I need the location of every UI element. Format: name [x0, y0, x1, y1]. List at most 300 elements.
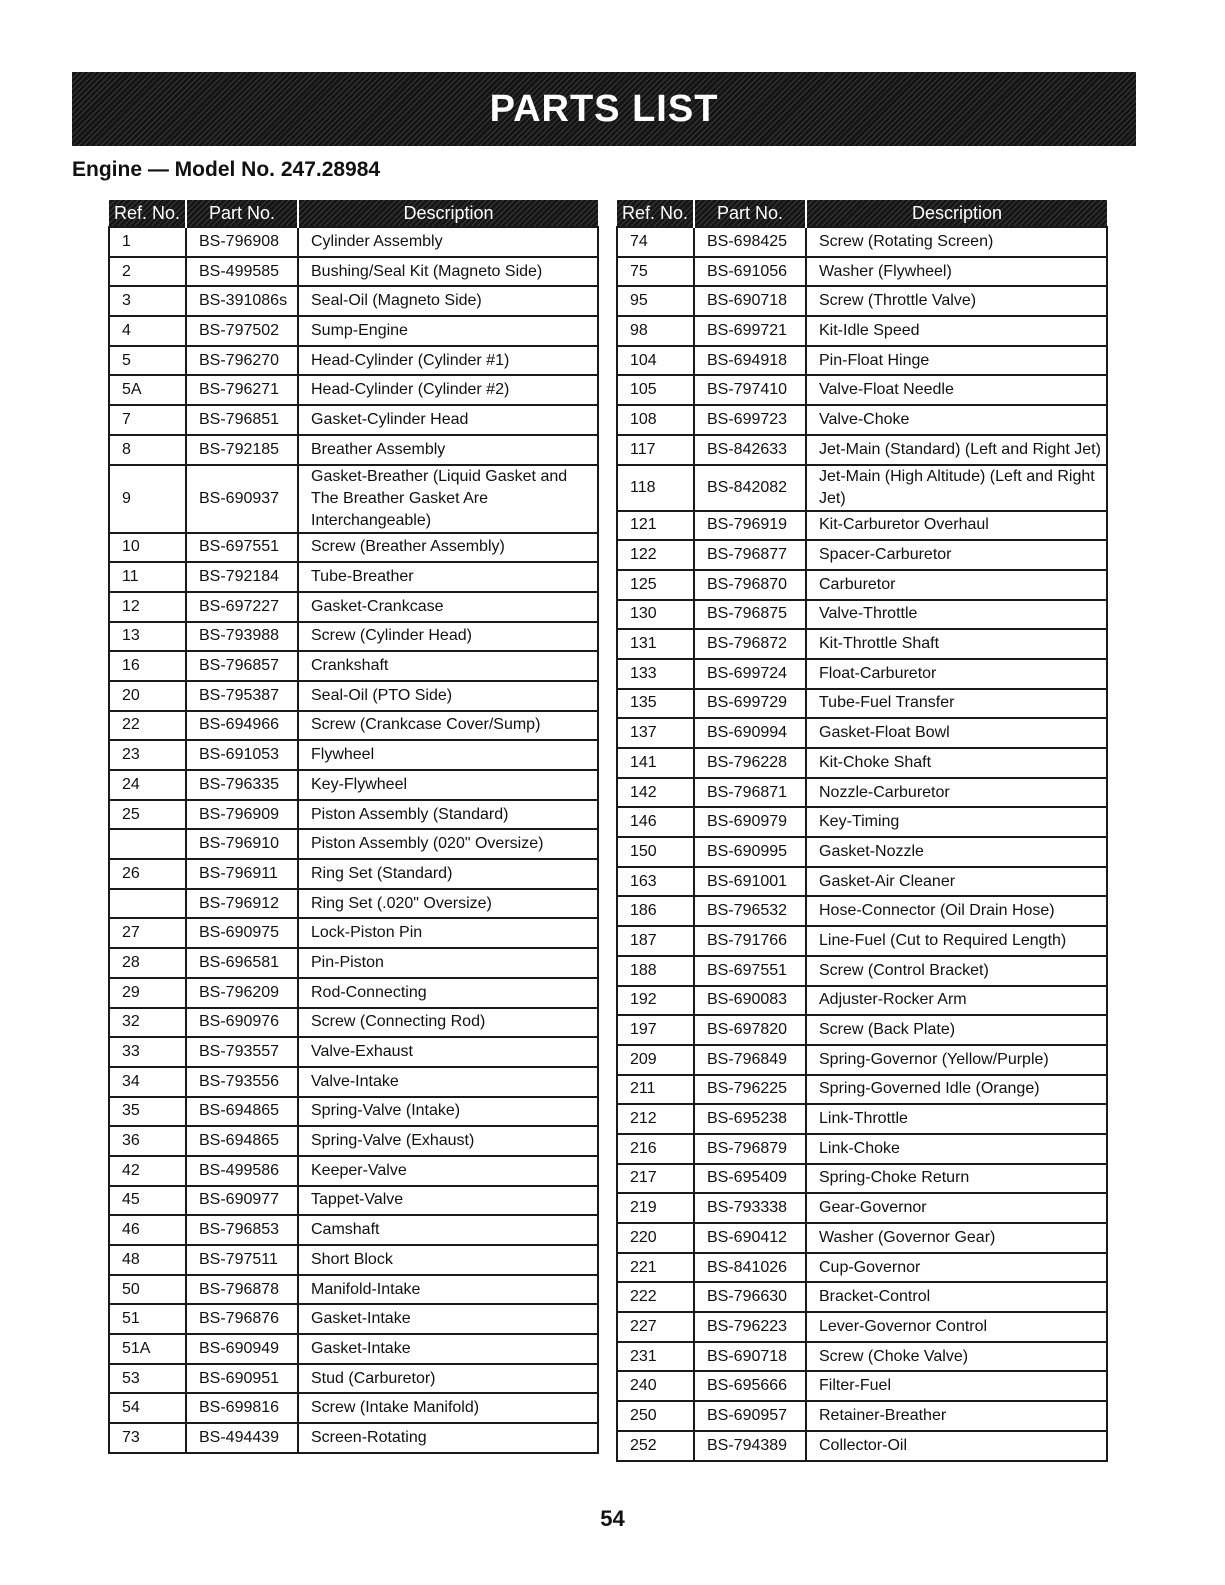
description-cell: Float-Carburetor: [806, 659, 1107, 689]
description-cell: Piston Assembly (020" Oversize): [298, 829, 598, 859]
ref-no-cell: 74: [617, 227, 694, 257]
ref-no-cell: 222: [617, 1282, 694, 1312]
table-row: [109, 1156, 598, 1186]
ref-no-cell: 117: [617, 435, 694, 465]
section-title: Engine — Model No. 247.28984: [72, 158, 381, 181]
part-no-header: Part No.: [186, 200, 298, 227]
table-row: [617, 1134, 1107, 1164]
ref-no-cell: 227: [617, 1312, 694, 1342]
ref-no-cell: 98: [617, 316, 694, 346]
ref-no-cell: [109, 829, 186, 859]
part-no-cell: BS-796225: [694, 1075, 806, 1105]
table-row: [617, 1015, 1107, 1045]
ref-no-cell: [109, 889, 186, 919]
ref-no-cell: 217: [617, 1164, 694, 1194]
description-cell: Screw (Crankcase Cover/Sump): [298, 711, 598, 741]
table-row: [109, 948, 598, 978]
part-no-cell: BS-499585: [186, 257, 298, 287]
description-cell: Piston Assembly (Standard): [298, 800, 598, 830]
part-no-cell: BS-796908: [186, 227, 298, 257]
table-row: [617, 1342, 1107, 1372]
table-row: [109, 1334, 598, 1364]
description-cell: Screw (Connecting Rod): [298, 1008, 598, 1038]
description-cell: Hose-Connector (Oil Drain Hose): [806, 896, 1107, 926]
ref-no-cell: 2: [109, 257, 186, 287]
description-cell: Gear-Governor: [806, 1193, 1107, 1223]
ref-no-cell: 188: [617, 956, 694, 986]
table-row: [109, 740, 598, 770]
description-cell: Kit-Throttle Shaft: [806, 629, 1107, 659]
ref-no-cell: 130: [617, 600, 694, 630]
table-row: [109, 1275, 598, 1305]
description-cell: Screen-Rotating: [298, 1423, 598, 1453]
description-cell: Ring Set (Standard): [298, 859, 598, 889]
description-cell: Line-Fuel (Cut to Required Length): [806, 926, 1107, 956]
part-no-cell: BS-796879: [694, 1134, 806, 1164]
description-cell: Valve-Throttle: [806, 600, 1107, 630]
part-no-cell: BS-695409: [694, 1164, 806, 1194]
ref-no-cell: 5A: [109, 375, 186, 405]
part-no-cell: BS-694966: [186, 711, 298, 741]
ref-no-cell: 211: [617, 1075, 694, 1105]
table-row: [109, 592, 598, 622]
description-cell: Screw (Intake Manifold): [298, 1393, 598, 1423]
part-no-cell: BS-697820: [694, 1015, 806, 1045]
description-cell: Spring-Choke Return: [806, 1164, 1107, 1194]
ref-no-cell: 54: [109, 1393, 186, 1423]
description-cell: Tube-Breather: [298, 562, 598, 592]
description-cell: Manifold-Intake: [298, 1275, 598, 1305]
ref-no-cell: 36: [109, 1126, 186, 1156]
ref-no-cell: 11: [109, 562, 186, 592]
description-cell: Screw (Choke Valve): [806, 1342, 1107, 1372]
part-no-cell: BS-796878: [186, 1275, 298, 1305]
table-row: [617, 570, 1107, 600]
table-row: [617, 718, 1107, 748]
part-no-cell: BS-797511: [186, 1245, 298, 1275]
part-no-cell: BS-690412: [694, 1223, 806, 1253]
part-no-cell: BS-842082: [694, 465, 806, 511]
table-row: [617, 1253, 1107, 1283]
ref-no-cell: 197: [617, 1015, 694, 1045]
part-no-cell: BS-796270: [186, 346, 298, 376]
part-no-cell: BS-796870: [694, 570, 806, 600]
ref-no-cell: 122: [617, 540, 694, 570]
description-cell: Pin-Float Hinge: [806, 346, 1107, 376]
ref-no-cell: 133: [617, 659, 694, 689]
table-row: [109, 889, 598, 919]
description-cell: Gasket-Nozzle: [806, 837, 1107, 867]
part-no-cell: BS-499586: [186, 1156, 298, 1186]
description-cell: Kit-Idle Speed: [806, 316, 1107, 346]
description-cell: Screw (Back Plate): [806, 1015, 1107, 1045]
description-cell: Gasket-Air Cleaner: [806, 867, 1107, 897]
part-no-cell: BS-699723: [694, 405, 806, 435]
parts-table-right: [616, 200, 1108, 1462]
ref-no-cell: 5: [109, 346, 186, 376]
ref-no-cell: 12: [109, 592, 186, 622]
ref-no-cell: 231: [617, 1342, 694, 1372]
description-cell: Spring-Governed Idle (Orange): [806, 1075, 1107, 1105]
description-cell: Spring-Valve (Exhaust): [298, 1126, 598, 1156]
table-row: [109, 1423, 598, 1453]
table-row: [109, 1037, 598, 1067]
part-no-cell: BS-797410: [694, 375, 806, 405]
ref-no-cell: 95: [617, 286, 694, 316]
description-cell: Washer (Governor Gear): [806, 1223, 1107, 1253]
part-no-cell: BS-690979: [694, 807, 806, 837]
description-cell: Gasket-Crankcase: [298, 592, 598, 622]
ref-no-cell: 35: [109, 1097, 186, 1127]
table-row: [109, 1097, 598, 1127]
part-no-cell: BS-697551: [694, 956, 806, 986]
ref-no-header: Ref. No.: [109, 200, 186, 227]
ref-no-cell: 34: [109, 1067, 186, 1097]
part-no-cell: BS-793556: [186, 1067, 298, 1097]
part-no-cell: BS-699721: [694, 316, 806, 346]
description-cell: Jet-Main (High Altitude) (Left and Right Jet): [806, 465, 1107, 511]
ref-no-cell: 7: [109, 405, 186, 435]
description-cell: Ring Set (.020" Oversize): [298, 889, 598, 919]
part-no-cell: BS-690937: [186, 465, 298, 533]
table-row: [617, 346, 1107, 376]
ref-no-cell: 150: [617, 837, 694, 867]
description-cell: Gasket-Breather (Liquid Gasket and The Breather Gasket Are Interchangeable): [298, 465, 598, 533]
ref-no-cell: 51: [109, 1304, 186, 1334]
table-header-row: [617, 200, 1107, 227]
ref-no-cell: 125: [617, 570, 694, 600]
table-row: [109, 1393, 598, 1423]
table-row: [617, 1431, 1107, 1461]
part-no-cell: BS-796912: [186, 889, 298, 919]
part-no-cell: BS-690994: [694, 718, 806, 748]
part-no-cell: BS-699729: [694, 689, 806, 719]
table-row: [109, 1245, 598, 1275]
table-row: [617, 511, 1107, 541]
description-header: Description: [298, 200, 598, 227]
ref-no-cell: 187: [617, 926, 694, 956]
table-row: [109, 1304, 598, 1334]
banner-title: PARTS LIST: [489, 87, 719, 130]
ref-no-cell: 146: [617, 807, 694, 837]
parts-list-banner: [72, 72, 1136, 146]
part-no-cell: BS-793988: [186, 622, 298, 652]
table-row: [109, 227, 598, 257]
ref-no-cell: 26: [109, 859, 186, 889]
ref-no-cell: 10: [109, 533, 186, 563]
part-no-cell: BS-796909: [186, 800, 298, 830]
description-cell: Head-Cylinder (Cylinder #1): [298, 346, 598, 376]
table-row: [617, 778, 1107, 808]
description-cell: Tube-Fuel Transfer: [806, 689, 1107, 719]
ref-no-cell: 216: [617, 1134, 694, 1164]
table-row: [109, 1186, 598, 1216]
ref-no-cell: 131: [617, 629, 694, 659]
table-row: [617, 1401, 1107, 1431]
table-row: [109, 562, 598, 592]
description-cell: Washer (Flywheel): [806, 257, 1107, 287]
table-row: [109, 346, 598, 376]
part-no-cell: BS-796919: [694, 511, 806, 541]
description-cell: Gasket-Cylinder Head: [298, 405, 598, 435]
table-row: [109, 1215, 598, 1245]
table-row: [109, 681, 598, 711]
description-cell: Valve-Float Needle: [806, 375, 1107, 405]
table-row: [109, 800, 598, 830]
ref-no-cell: 22: [109, 711, 186, 741]
table-row: [617, 1164, 1107, 1194]
table-row: [109, 375, 598, 405]
table-row: [109, 651, 598, 681]
part-no-cell: BS-796876: [186, 1304, 298, 1334]
part-no-cell: BS-695666: [694, 1371, 806, 1401]
part-no-cell: BS-690995: [694, 837, 806, 867]
description-cell: Nozzle-Carburetor: [806, 778, 1107, 808]
ref-no-cell: 29: [109, 978, 186, 1008]
ref-no-cell: 16: [109, 651, 186, 681]
part-no-cell: BS-690957: [694, 1401, 806, 1431]
description-cell: Valve-Choke: [806, 405, 1107, 435]
ref-no-cell: 105: [617, 375, 694, 405]
table-row: [617, 316, 1107, 346]
part-no-cell: BS-793557: [186, 1037, 298, 1067]
table-row: [109, 465, 598, 533]
part-no-cell: BS-690951: [186, 1364, 298, 1394]
part-no-cell: BS-796851: [186, 405, 298, 435]
ref-no-cell: 221: [617, 1253, 694, 1283]
description-cell: Flywheel: [298, 740, 598, 770]
table-row: [617, 807, 1107, 837]
table-row: [109, 859, 598, 889]
ref-no-header: Ref. No.: [617, 200, 694, 227]
part-no-cell: BS-694918: [694, 346, 806, 376]
table-row: [109, 257, 598, 287]
part-no-cell: BS-841026: [694, 1253, 806, 1283]
description-cell: Crankshaft: [298, 651, 598, 681]
table-row: [617, 375, 1107, 405]
part-no-cell: BS-795387: [186, 681, 298, 711]
table-row: [617, 837, 1107, 867]
table-row: [617, 1104, 1107, 1134]
description-cell: Screw (Cylinder Head): [298, 622, 598, 652]
part-no-cell: BS-690977: [186, 1186, 298, 1216]
table-row: [109, 1008, 598, 1038]
part-no-cell: BS-691053: [186, 740, 298, 770]
description-header: Description: [806, 200, 1107, 227]
ref-no-cell: 252: [617, 1431, 694, 1461]
table-row: [617, 540, 1107, 570]
part-no-cell: BS-696581: [186, 948, 298, 978]
description-cell: Head-Cylinder (Cylinder #2): [298, 375, 598, 405]
table-row: [617, 689, 1107, 719]
ref-no-cell: 24: [109, 770, 186, 800]
description-cell: Carburetor: [806, 570, 1107, 600]
part-no-cell: BS-796910: [186, 829, 298, 859]
description-cell: Spring-Valve (Intake): [298, 1097, 598, 1127]
description-cell: Spring-Governor (Yellow/Purple): [806, 1045, 1107, 1075]
ref-no-cell: 50: [109, 1275, 186, 1305]
description-cell: Retainer-Breather: [806, 1401, 1107, 1431]
table-row: [617, 629, 1107, 659]
description-cell: Jet-Main (Standard) (Left and Right Jet): [806, 435, 1107, 465]
ref-no-cell: 142: [617, 778, 694, 808]
table-row: [617, 956, 1107, 986]
table-row: [617, 1223, 1107, 1253]
part-no-cell: BS-796853: [186, 1215, 298, 1245]
table-row: [617, 435, 1107, 465]
description-cell: Camshaft: [298, 1215, 598, 1245]
ref-no-cell: 137: [617, 718, 694, 748]
table-row: [109, 978, 598, 1008]
table-row: [617, 867, 1107, 897]
part-no-cell: BS-796223: [694, 1312, 806, 1342]
table-row: [109, 1364, 598, 1394]
ref-no-cell: 46: [109, 1215, 186, 1245]
description-cell: Screw (Throttle Valve): [806, 286, 1107, 316]
part-no-cell: BS-691056: [694, 257, 806, 287]
page-number: 54: [600, 1506, 625, 1531]
part-no-cell: BS-690975: [186, 918, 298, 948]
ref-no-cell: 141: [617, 748, 694, 778]
table-row: [617, 1282, 1107, 1312]
part-no-cell: BS-796871: [694, 778, 806, 808]
part-no-cell: BS-694865: [186, 1126, 298, 1156]
ref-no-cell: 250: [617, 1401, 694, 1431]
part-no-cell: BS-791766: [694, 926, 806, 956]
description-cell: Link-Choke: [806, 1134, 1107, 1164]
table-row: [617, 1312, 1107, 1342]
description-cell: Tappet-Valve: [298, 1186, 598, 1216]
table-row: [617, 926, 1107, 956]
table-row: [109, 1067, 598, 1097]
ref-no-cell: 45: [109, 1186, 186, 1216]
table-row: [109, 918, 598, 948]
part-no-cell: BS-796857: [186, 651, 298, 681]
part-no-cell: BS-690949: [186, 1334, 298, 1364]
table-row: [109, 533, 598, 563]
description-cell: Gasket-Float Bowl: [806, 718, 1107, 748]
part-no-cell: BS-695238: [694, 1104, 806, 1134]
description-cell: Bracket-Control: [806, 1282, 1107, 1312]
ref-no-cell: 212: [617, 1104, 694, 1134]
ref-no-cell: 20: [109, 681, 186, 711]
part-no-cell: BS-796271: [186, 375, 298, 405]
description-cell: Spacer-Carburetor: [806, 540, 1107, 570]
ref-no-cell: 104: [617, 346, 694, 376]
part-no-cell: BS-793338: [694, 1193, 806, 1223]
ref-no-cell: 220: [617, 1223, 694, 1253]
description-cell: Stud (Carburetor): [298, 1364, 598, 1394]
part-no-cell: BS-796877: [694, 540, 806, 570]
ref-no-cell: 75: [617, 257, 694, 287]
part-no-cell: BS-797502: [186, 316, 298, 346]
ref-no-cell: 25: [109, 800, 186, 830]
part-no-cell: BS-792184: [186, 562, 298, 592]
table-row: [617, 1075, 1107, 1105]
table-row: [109, 405, 598, 435]
part-no-cell: BS-796335: [186, 770, 298, 800]
description-cell: Bushing/Seal Kit (Magneto Side): [298, 257, 598, 287]
description-cell: Cylinder Assembly: [298, 227, 598, 257]
ref-no-cell: 51A: [109, 1334, 186, 1364]
ref-no-cell: 53: [109, 1364, 186, 1394]
ref-no-cell: 27: [109, 918, 186, 948]
description-cell: Cup-Governor: [806, 1253, 1107, 1283]
ref-no-cell: 48: [109, 1245, 186, 1275]
table-row: [617, 748, 1107, 778]
ref-no-cell: 240: [617, 1371, 694, 1401]
description-cell: Seal-Oil (Magneto Side): [298, 286, 598, 316]
description-cell: Screw (Rotating Screen): [806, 227, 1107, 257]
parts-table-left: [108, 200, 599, 1454]
part-no-cell: BS-690976: [186, 1008, 298, 1038]
part-no-cell: BS-796209: [186, 978, 298, 1008]
ref-no-cell: 32: [109, 1008, 186, 1038]
table-row: [109, 435, 598, 465]
table-row: [109, 1126, 598, 1156]
description-cell: Valve-Exhaust: [298, 1037, 598, 1067]
part-no-cell: BS-691001: [694, 867, 806, 897]
description-cell: Screw (Control Bracket): [806, 956, 1107, 986]
part-no-cell: BS-690718: [694, 286, 806, 316]
ref-no-cell: 118: [617, 465, 694, 511]
description-cell: Pin-Piston: [298, 948, 598, 978]
table-row: [109, 770, 598, 800]
table-row: [617, 227, 1107, 257]
table-row: [617, 286, 1107, 316]
description-cell: Gasket-Intake: [298, 1304, 598, 1334]
part-no-cell: BS-796532: [694, 896, 806, 926]
description-cell: Gasket-Intake: [298, 1334, 598, 1364]
ref-no-cell: 163: [617, 867, 694, 897]
description-cell: Adjuster-Rocker Arm: [806, 986, 1107, 1016]
ref-no-cell: 135: [617, 689, 694, 719]
part-no-cell: BS-391086s: [186, 286, 298, 316]
part-no-cell: BS-697227: [186, 592, 298, 622]
table-row: [109, 622, 598, 652]
part-no-cell: BS-794389: [694, 1431, 806, 1461]
description-cell: Lever-Governor Control: [806, 1312, 1107, 1342]
description-cell: Seal-Oil (PTO Side): [298, 681, 598, 711]
description-cell: Keeper-Valve: [298, 1156, 598, 1186]
table-row: [617, 896, 1107, 926]
part-no-cell: BS-494439: [186, 1423, 298, 1453]
description-cell: Filter-Fuel: [806, 1371, 1107, 1401]
ref-no-cell: 23: [109, 740, 186, 770]
table-row: [109, 711, 598, 741]
table-header-row: [109, 200, 598, 227]
part-no-cell: BS-694865: [186, 1097, 298, 1127]
part-no-cell: BS-699724: [694, 659, 806, 689]
description-cell: Link-Throttle: [806, 1104, 1107, 1134]
ref-no-cell: 42: [109, 1156, 186, 1186]
part-no-cell: BS-796630: [694, 1282, 806, 1312]
description-cell: Collector-Oil: [806, 1431, 1107, 1461]
ref-no-cell: 8: [109, 435, 186, 465]
description-cell: Key-Timing: [806, 807, 1107, 837]
table-row: [617, 1193, 1107, 1223]
part-no-cell: BS-796228: [694, 748, 806, 778]
ref-no-cell: 192: [617, 986, 694, 1016]
ref-no-cell: 209: [617, 1045, 694, 1075]
table-row: [109, 286, 598, 316]
table-row: [109, 316, 598, 346]
ref-no-cell: 28: [109, 948, 186, 978]
table-row: [617, 1371, 1107, 1401]
part-no-cell: BS-842633: [694, 435, 806, 465]
ref-no-cell: 121: [617, 511, 694, 541]
ref-no-cell: 108: [617, 405, 694, 435]
